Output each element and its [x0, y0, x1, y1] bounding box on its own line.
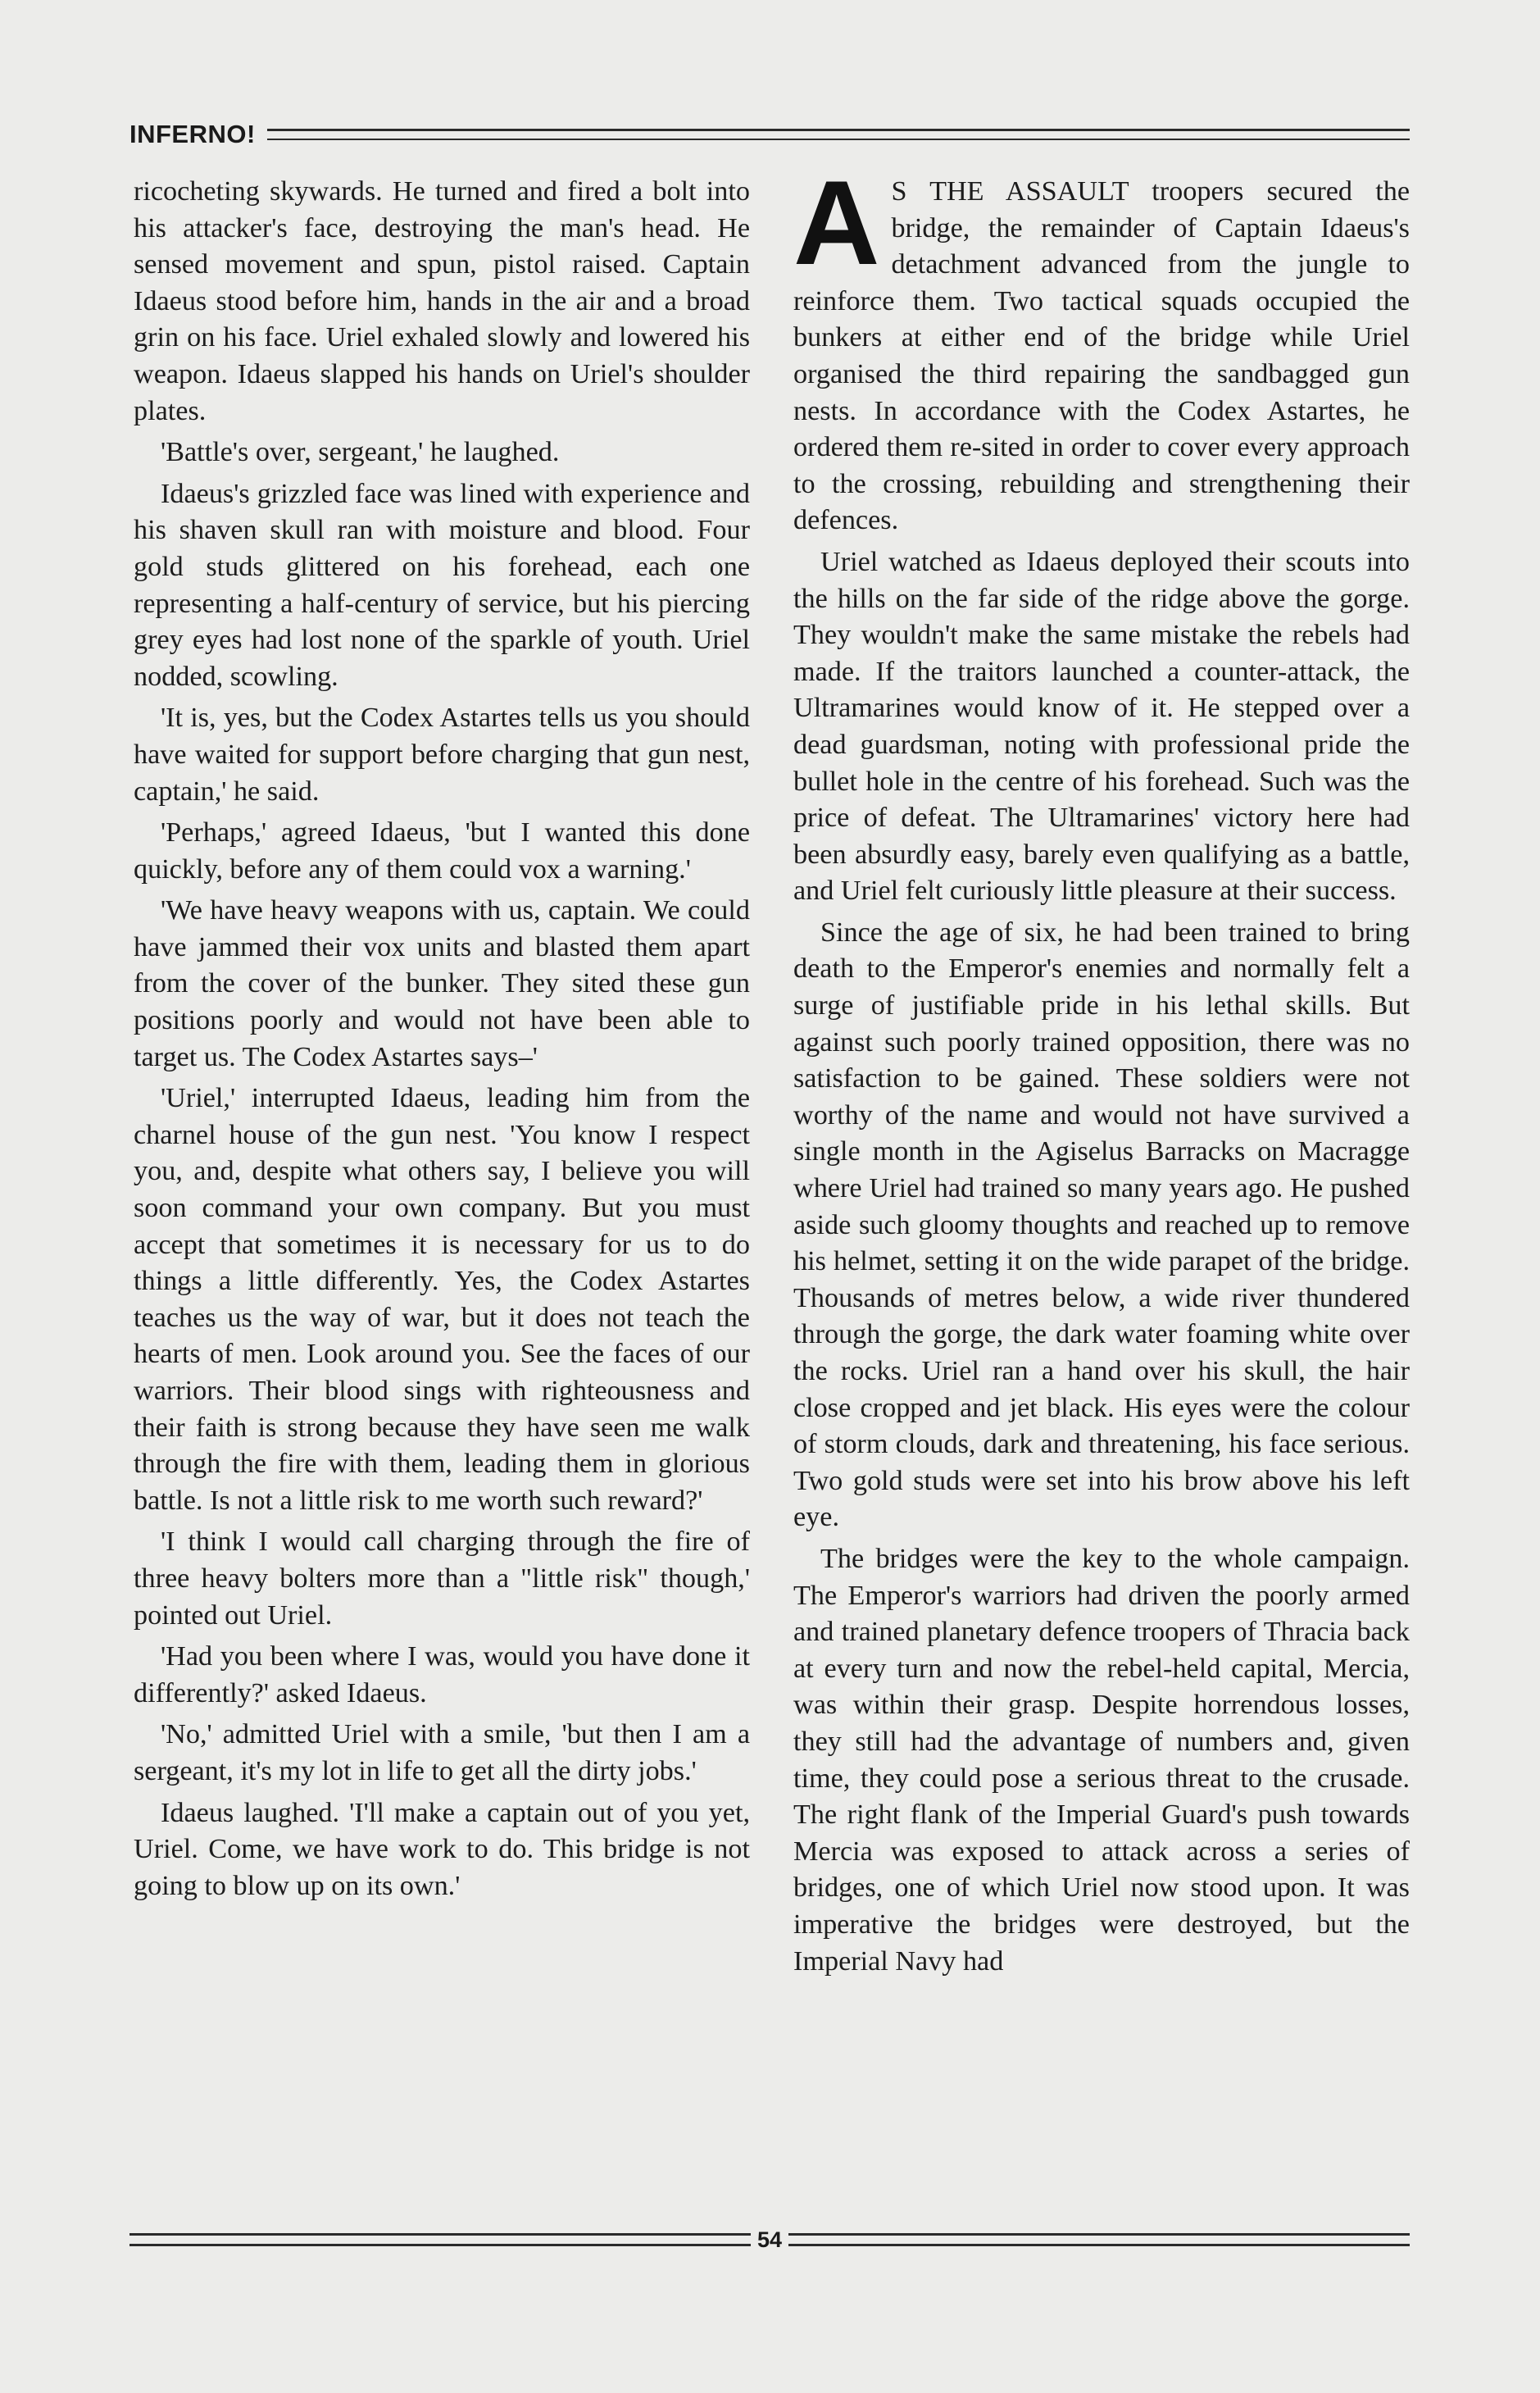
drop-cap: A: [793, 174, 880, 289]
header-rule: [267, 129, 1410, 140]
page-number: 54: [756, 2227, 783, 2252]
footer-rule-left: [129, 2233, 751, 2246]
paragraph: The bridges were the key to the whole campaign. The Emperor's warriors had driven the poorly armed and trained planetary defence troopers of Thracia back at every turn and now the rebel-held capital, Mercia, was within their grasp. Despite horrendous losses, they still had the advantage of numbers and, given time, they could pose a serious threat to the crusade. The right flank of the Imperial Guard's push towards Mercia was exposed to attack across a series of bridges, one of which Uriel now stood upon. It was imperative the bridges were destroyed, but the Imperial Navy had: [793, 1543, 1410, 1977]
paragraph: 'Had you been where I was, would you have done it differently?' asked Idaeus.: [134, 1641, 750, 1708]
paragraph: Uriel watched as Idaeus deployed their scouts into the hills on the far side of the ridge above the gorge. They wouldn't make the same mistake the rebels had made. If the traitors launched a counter-attack, the Ultramarines would know of it. He stepped over a dead guardsman, noting with professional pride the bullet hole in the centre of his forehead. Such was the price of defeat. The Ultramarines' victory here had been absurdly easy, barely even qualifying as a battle, and Uriel felt curiously little pleasure at their success.: [793, 546, 1410, 907]
paragraph: Idaeus laughed. 'I'll make a captain out of you yet, Uriel. Come, we have work to do. This bridge is not going to blow up on its own.': [134, 1797, 750, 1901]
footer-rule-right: [788, 2233, 1410, 2246]
page-footer: [129, 2223, 1410, 2256]
paragraph: 'I think I would call charging through the fire of three heavy bolters more than a "little risk" though,' pointed out Uriel.: [134, 1526, 750, 1631]
running-header: [129, 113, 1410, 156]
paragraph: Idaeus's grizzled face was lined with experience and his shaven skull ran with moisture and blood. Four gold studs glittered on his forehead, each one representing a half-century of service, but his piercing grey eyes had lost none of the sparkle of youth. Uriel nodded, scowling.: [134, 478, 750, 692]
paragraph: 'We have heavy weapons with us, captain. We could have jammed their vox units and blasted them apart from the cover of the bunker. They sited these gun positions poorly and would not have been able to target us. The Codex Astartes says–': [134, 895, 750, 1072]
paragraph: 'No,' admitted Uriel with a smile, 'but then I am a sergeant, it's my lot in life to get all the dirty jobs.': [134, 1719, 750, 1786]
paragraph: 'Battle's over, sergeant,' he laughed.: [161, 437, 560, 468]
paragraph: 'Perhaps,' agreed Idaeus, 'but I wanted this done quickly, before any of them could vox a warning.': [134, 817, 750, 885]
left-column: [134, 174, 750, 2195]
paragraph: Since the age of six, he had been trained to bring death to the Emperor's enemies and normally felt a surge of justifiable pride in his lethal skills. But against such poorly trained opposition, there was no satisfaction to be gained. These soldiers were not worthy of the name and would not have survived a single month in the Agiselus Barracks on Macragge where Uriel had trained so many years ago. He pushed aside such gloomy thoughts and reached up to remove his helmet, setting it on the wide parapet of the bridge. Thousands of metres below, a wide river thundered through the gorge, the dark water foaming white over the rocks. Uriel ran a hand over his skull, the hair close cropped and jet black. His eyes were the colour of storm clouds, dark and threatening, his face serious. Two gold studs were set into his brow above his left eye.: [793, 917, 1410, 1533]
opening-paragraph: [793, 174, 1410, 539]
opening-paragraph-text: S THE ASSAULT troopers secured the bridge, the remainder of Captain Idaeus's detachment advanced from the jungle to reinforce them. Two tactical squads occupied the bunkers at either end of the bridge while Uriel organised the third repairing the sandbagged gun nests. In accordance with the Codex Astartes, he ordered them re-sited in order to cover every approach to the crossing, rebuilding and strengthening their defences.: [793, 176, 1410, 536]
paragraph: ricocheting skywards. He turned and fired a bolt into his attacker's face, destroying the man's head. He sensed movement and spun, pistol raised. Captain Idaeus stood before him, hands in the air and a broad grin on his face. Uriel exhaled slowly and lowered his weapon. Idaeus slapped his hands on Uriel's shoulder plates.: [134, 176, 750, 426]
paragraph: 'It is, yes, but the Codex Astartes tells us you should have waited for support before charging that gun nest, captain,' he said.: [134, 703, 750, 807]
paragraph: 'Uriel,' interrupted Idaeus, leading him from the charnel house of the gun nest. 'You know I respect you, and, despite what others say, I believe you will soon command your own company. But you must accept that sometimes it is necessary for us to do things a little differently. Yes, the Codex Astartes teaches us the way of war, but it does not teach the hearts of men. Look around you. See the faces of our warriors. Their blood sings with righteousness and their faith is strong because they have seen me walk through the fire with them, leading them in glorious battle. Is not a little risk to me worth such reward?': [134, 1083, 750, 1516]
right-column: [793, 174, 1410, 2195]
book-title: INFERNO!: [129, 120, 256, 148]
